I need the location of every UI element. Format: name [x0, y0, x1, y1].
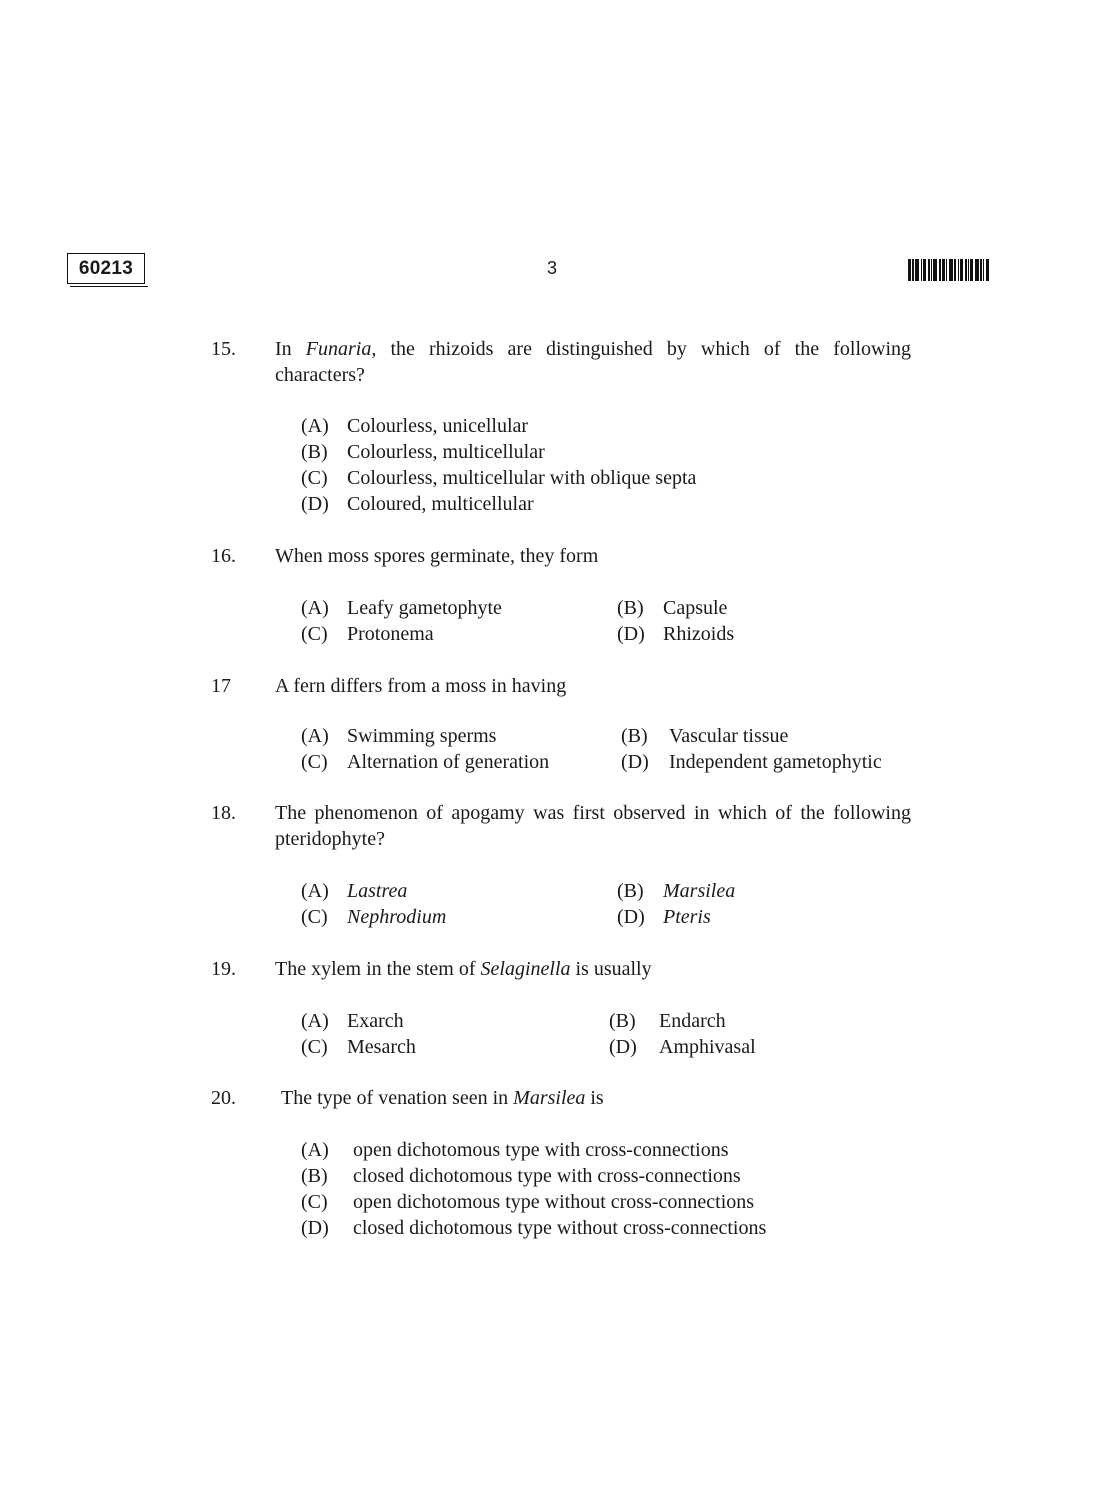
option: (A) Swimming sperms	[301, 725, 497, 747]
option: (C) Alternation of generation	[301, 751, 550, 773]
question-number: 15.	[211, 338, 236, 360]
option: (B) Colourless, multicellular	[301, 441, 545, 463]
option: (B) closed dichotomous type with cross-connections	[301, 1165, 741, 1187]
option: (C) open dichotomous type without cross-connections	[301, 1191, 755, 1213]
option: (B) Vascular tissue	[621, 725, 789, 747]
option: (D) Pteris	[617, 906, 711, 928]
question-text: The type of venation seen in Marsilea is	[281, 1087, 604, 1109]
option: (B) Endarch	[609, 1010, 726, 1032]
barcode	[908, 259, 1040, 281]
question-text: The phenomenon of apogamy was first observed in which of the following pteridophyte?	[275, 802, 911, 850]
option: (C) Protonema	[301, 623, 434, 645]
option: (D) Coloured, multicellular	[301, 493, 534, 515]
question-number: 19.	[211, 958, 236, 980]
question-number: 20.	[211, 1087, 236, 1109]
option: (D) Rhizoids	[617, 623, 735, 645]
option: (B) Marsilea	[617, 880, 736, 902]
option: (C) Mesarch	[301, 1036, 416, 1058]
question-text: In Funaria, the rhizoids are distinguished by which of the following characters?	[275, 338, 911, 386]
question-text: When moss spores germinate, they form	[275, 545, 599, 567]
option: (A) Leafy gametophyte	[301, 597, 502, 619]
question-number: 18.	[211, 802, 236, 824]
question-number: 16.	[211, 545, 236, 567]
option: (A) Colourless, unicellular	[301, 415, 529, 437]
option: (D) Amphivasal	[609, 1036, 756, 1058]
option: (D) Independent gametophytic	[621, 751, 882, 773]
option: (D) closed dichotomous type without cross-connections	[301, 1217, 767, 1239]
option: (A) Exarch	[301, 1010, 404, 1032]
question-number: 17	[211, 675, 231, 697]
paper-code-box: 60213	[67, 253, 145, 284]
option: (A) open dichotomous type with cross-connections	[301, 1139, 729, 1161]
question-text: The xylem in the stem of Selaginella is usually	[275, 958, 652, 980]
option: (B) Capsule	[617, 597, 728, 619]
option: (C) Nephrodium	[301, 906, 447, 928]
question-text: A fern differs from a moss in having	[275, 675, 567, 697]
option: (C) Colourless, multicellular with oblique septa	[301, 467, 697, 489]
page-number: 3	[546, 258, 557, 278]
option: (A) Lastrea	[301, 880, 408, 902]
